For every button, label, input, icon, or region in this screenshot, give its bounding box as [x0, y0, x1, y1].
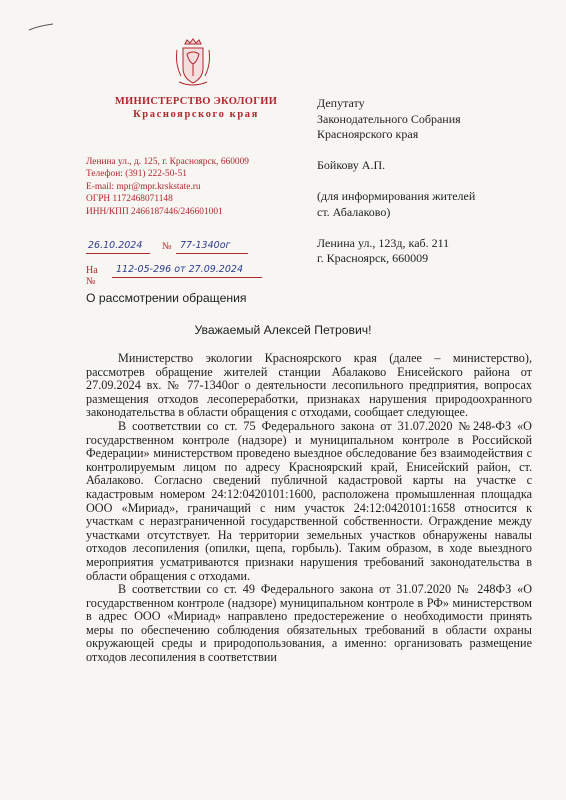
registration-date: 26.10.2024 — [88, 240, 143, 251]
letter-subject: О рассмотрении обращения — [86, 291, 247, 305]
body-paragraph: В соответствии со ст. 75 Федерального закона от 31.07.2020 №248-ФЗ «О государственном контроле (надзоре) и муниципальном контроле в Российской Федерации» министерством проведено выездное обследование без взаимодействия с контролируемым лицом по адресу Красноярский край, Енисейский район, ст. Абалаково. Согласно сведений публичной кадастровой карты на участке с кадастровым номером 24:12:0420101:1600, расположена промышленная площадка ООО «Мириад», граничащий с ним участок 24:12:0420101:1658 относится к участкам с неразграниченной государственной собственности. Ограждение между участками отсутствует. На территории земельных участков обнаружены навалы отходов лесопиления (опилки, щепа, горбыль). Таким образом, в ходе выездного мероприятия усматриваются признаки нарушения требований законодательства в области обращения с отходами. — [86, 418, 532, 583]
contact-phone: Телефон: (391) 222-50-51 — [86, 169, 187, 180]
contact-email: E-mail: mpr@mpr.krskstate.ru — [86, 181, 201, 192]
body-paragraph: В соответствии со ст. 49 Федерального закона от 31.07.2020 № 248ФЗ «О государственном контроле (надзоре) муниципальном контроле в РФ» министерством в адрес ООО «Мириад» направлено предостережение о необходимости принять меры по обеспечению соблюдения обязательных требований в области охраны окружающей среды и природопользования, а именно: организовать размещение отходов лесопиления в соответствии — [86, 582, 532, 665]
body-paragraph: Министерство экологии Красноярского края (далее – министерство), рассмотрев обращение жителей станции Абалаково Енисейского района от 27.09.2024 вх. № 77-1340ог о деятельности лесопильного предприятия, вопросах размещения отходов лесопереработки, признаках нарушения природоохранного законодательства в области обращения с отходами, сообщает следующее. — [86, 351, 532, 420]
recipient-note: ст. Абалаково) — [317, 204, 391, 219]
registration-number: 77-1340ог — [180, 240, 231, 251]
pen-stroke-mark — [28, 22, 54, 32]
registration-no-label: № — [162, 241, 172, 252]
recipient-address: г. Красноярск, 660009 — [317, 251, 429, 265]
coat-of-arms-icon — [173, 38, 213, 88]
contact-ogrn: ОГРН 1172468071148 — [86, 194, 173, 205]
recipient-note: (для информирования жителей — [317, 189, 476, 203]
ministry-name — [96, 96, 296, 120]
ministry-title: МИНИСТЕРСТВО ЭКОЛОГИИ — [114, 96, 278, 107]
recipient-line: Законодательного Собрания — [317, 111, 461, 126]
recipient-name: Бойкову А.П. — [317, 158, 386, 172]
ministry-region: Красноярского края — [133, 109, 259, 120]
ministry-contacts — [86, 156, 326, 218]
contact-address: Ленина ул., д. 125, г. Красноярск, 660009 — [86, 157, 249, 167]
contact-inn: ИНН/КПП 2466187446/246601001 — [86, 206, 223, 217]
reference-value: 112-05-296 от 27.09.2024 — [116, 264, 243, 275]
salutation: Уважаемый Алексей Петрович! — [194, 323, 372, 337]
reference-label: На № — [86, 265, 98, 287]
recipient-line: Депутату — [317, 96, 365, 110]
recipient-block — [317, 96, 547, 267]
letter-body — [86, 352, 532, 665]
recipient-line: Красноярского края — [317, 127, 419, 141]
recipient-address: Ленина ул., 123д, каб. 211 — [317, 235, 450, 250]
